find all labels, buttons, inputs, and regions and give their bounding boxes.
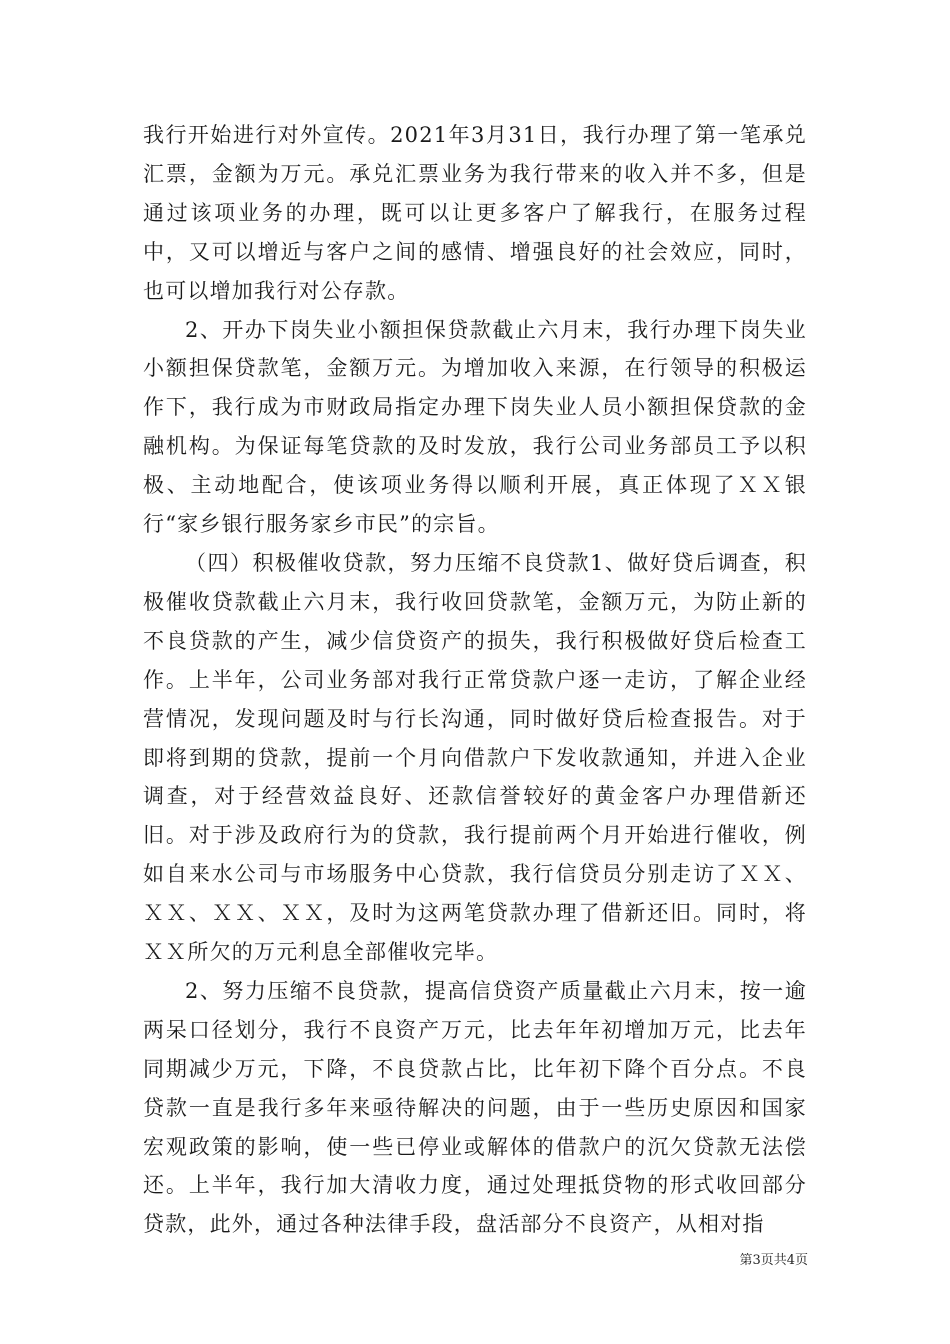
paragraph-2: 2、开办下岗失业小额担保贷款截止六月末，我行办理下岗失业小额担保贷款笔，金额万元。为增加收入来源，在行领导的积极运作下，我行成为市财政局指定办理下岗失业人员小额担保贷款的金融机构。为保证每笔贷款的及时发放，我行公司业务部员工予以积极、主动地配合，使该项业务得以顺利开展，真正体现了ＸＸ银行“家乡银行服务家乡市民”的宗旨。 <box>143 317 807 537</box>
page-number-footer: 第3页共4页 <box>739 1253 808 1268</box>
document-body <box>143 116 807 1244</box>
paragraph-4: 2、努力压缩不良贷款，提高信贷资产质量截止六月末，按一逾两呆口径划分，我行不良资产万元，比去年年初增加万元，比去年同期减少万元，下降，不良贷款占比，比年初下降个百分点。不良贷款一直是我行多年来亟待解决的问题，由于一些历史原因和国家宏观政策的影响，使一些已停业或解体的借款户的沉欠贷款无法偿还。上半年，我行加大清收力度，通过处理抵贷物的形式收回部分贷款，此外，通过各种法律手段，盘活部分不良资产，从相对指 <box>143 978 807 1237</box>
paragraph-3: （四）积极催收贷款，努力压缩不良贷款1、做好贷后调查，积极催收贷款截止六月末，我行收回贷款笔，金额万元，为防止新的不良贷款的产生，减少信贷资产的损失，我行积极做好贷后检查工作。上半年，公司业务部对我行正常贷款户逐一走访，了解企业经营情况，发现问题及时与行长沟通，同时做好贷后检查报告。对于即将到期的贷款，提前一个月向借款户下发收款通知，并进入企业调查，对于经营效益良好、还款信誉较好的黄金客户办理借新还旧。对于涉及政府行为的贷款，我行提前两个月开始进行催收，例如自来水公司与市场服务中心贷款，我行信贷员分别走访了ＸＸ、ＸＸ、ＸＸ、ＸＸ，及时为这两笔贷款办理了借新还旧。同时，将ＸＸ所欠的万元利息全部催收完毕。 <box>143 550 807 965</box>
paragraph-1: 我行开始进行对外宣传。2021年3月31日，我行办理了第一笔承兑汇票，金额为万元。承兑汇票业务为我行带来的收入并不多，但是通过该项业务的办理，既可以让更多客户了解我行，在服务过程中，又可以增近与客户之间的感情、增强良好的社会效应，同时，也可以增加我行对公存款。 <box>143 123 807 303</box>
